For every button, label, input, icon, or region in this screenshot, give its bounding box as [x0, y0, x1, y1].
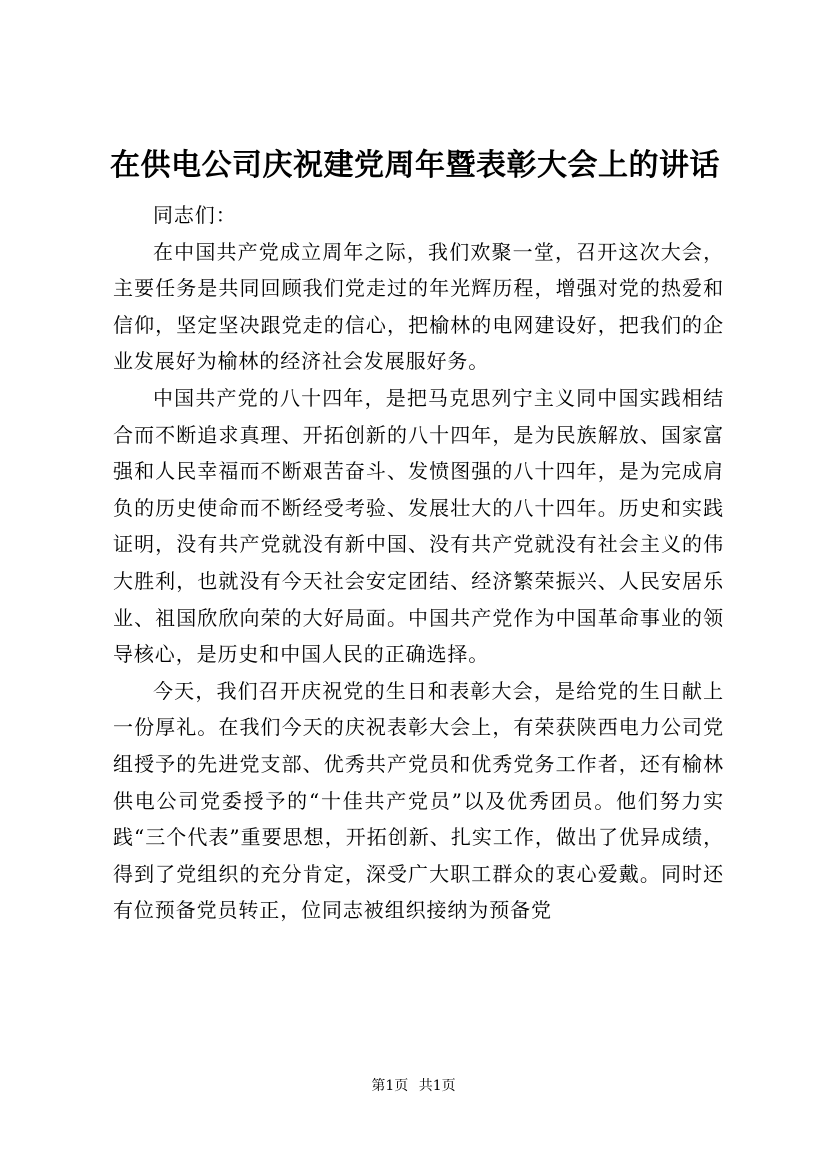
salutation-paragraph: 同志们： [153, 203, 237, 227]
body-paragraph-2: 中国共产党的八十四年，是把马克思列宁主义同中国实践相结合而不断追求真理、开拓创新的八十四年，是为民族解放、国家富强和人民幸福而不断艰苦奋斗、发愤图强的八十四年，是为完成肩负的历史使命而不断经受考验、发展壮大的八十四年。历史和实践证明，没有共产党就没有新中国、没有共产党就没有社会主义的伟大胜利，也就没有今天社会安定团结、经济繁荣振兴、人民安居乐业、祖国欣欣向荣的大好局面。中国共产党作为中国革命事业的领导核心，是历史和中国人民的正确选择。 [113, 385, 724, 667]
page-footer [0, 1076, 827, 1096]
body-paragraph-3: 今天，我们召开庆祝党的生日和表彰大会，是给党的生日献上一份厚礼。在我们今天的庆祝表彰大会上，有荣获陕西电力公司党组授予的先进党支部、优秀共产党员和优秀党务工作者，还有榆林供电公司党委授予的“十佳共产党员”以及优秀团员。他们努力实践“三个代表”重要思想，开拓创新、扎实工作，做出了优异成绩，得到了党组织的充分肯定，深受广大职工群众的衷心爱戴。同时还有位预备党员转正，位同志被组织接纳为预备党 [113, 678, 724, 923]
document-body [113, 197, 724, 929]
document-title: 在供电公司庆祝建党周年暨表彰大会上的讲话 [110, 148, 720, 183]
page-number-current: 第1页 [371, 1078, 409, 1094]
page-number-total: 共1页 [418, 1078, 456, 1094]
body-paragraph-1: 在中国共产党成立周年之际，我们欢聚一堂，召开这次大会，主要任务是共同回顾我们党走过的年光辉历程，增强对党的热爱和信仰，坚定坚决跟党走的信心，把榆林的电网建设好，把我们的企业发展好为榆林的经济社会发展服好务。 [113, 239, 724, 374]
